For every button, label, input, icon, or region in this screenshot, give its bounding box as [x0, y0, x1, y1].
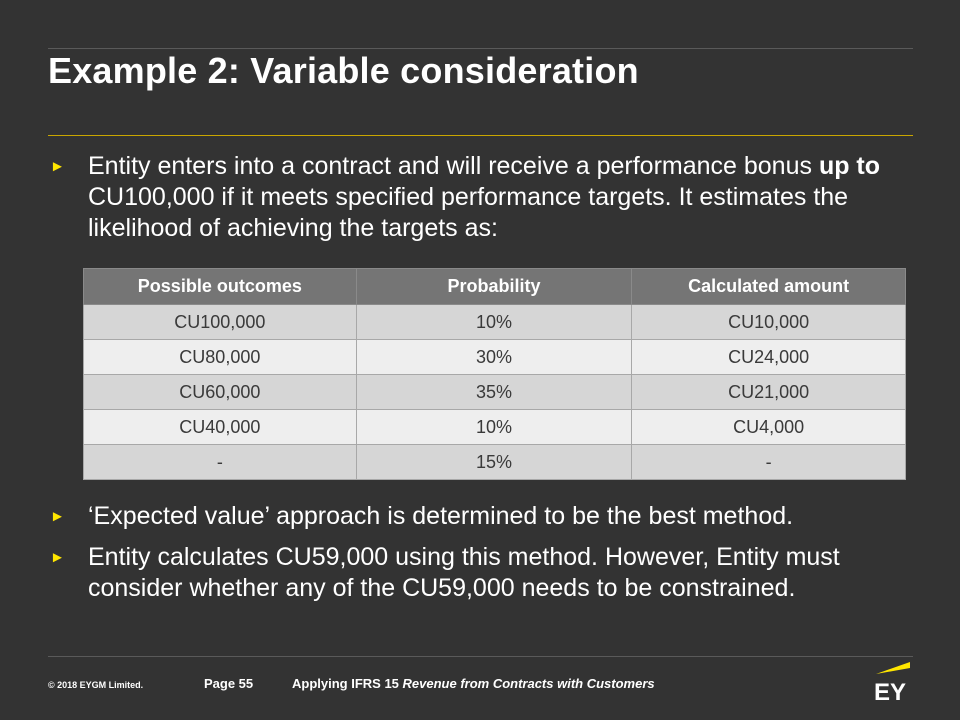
- bullet-text: [88, 151, 910, 244]
- bullet-expected-value: [50, 501, 910, 532]
- table-row: [84, 340, 906, 375]
- footer-subject: [292, 676, 655, 691]
- cell-outcome: CU80,000: [84, 340, 357, 375]
- bullet-text-part: CU100,000 if it meets specified performance targets. It estimates the likelihood of achieving the targets as:: [88, 183, 849, 242]
- footer-copyright: © 2018 EYGM Limited.: [48, 680, 144, 690]
- table-row: [84, 305, 906, 340]
- bullet-arrow-icon: ►: [50, 158, 65, 175]
- cell-probability: 30%: [356, 340, 632, 375]
- table-row: [84, 410, 906, 445]
- cell-amount: -: [632, 445, 906, 480]
- footer-page-number: Page 55: [204, 676, 254, 691]
- cell-amount: CU24,000: [632, 340, 906, 375]
- table-header-row: [84, 269, 906, 305]
- cell-amount: CU10,000: [632, 305, 906, 340]
- ey-logo-beam-icon: [876, 662, 910, 674]
- bullet-text-part: Entity enters into a contract and will receive a performance bonus: [88, 152, 819, 180]
- cell-probability: 10%: [356, 305, 632, 340]
- top-divider: [48, 48, 913, 49]
- cell-outcome: CU100,000: [84, 305, 357, 340]
- bullet-arrow-icon: ►: [50, 508, 65, 525]
- header-probability: Probability: [356, 269, 632, 305]
- bullet-text: ‘Expected value’ approach is determined to be the best method.: [88, 502, 794, 530]
- cell-outcome: CU40,000: [84, 410, 357, 445]
- cell-probability: 15%: [356, 445, 632, 480]
- bullet-text: Entity calculates CU59,000 using this method. However, Entity must consider whether any of the CU59,000 needs to be constrained.: [88, 543, 840, 602]
- bullet-contract: [50, 151, 910, 244]
- bullet-calculation: [50, 542, 910, 604]
- table-row: [84, 445, 906, 480]
- ey-logo-text: EY: [874, 679, 907, 704]
- cell-amount: CU21,000: [632, 375, 906, 410]
- cell-probability: 10%: [356, 410, 632, 445]
- ey-logo: [870, 660, 914, 704]
- footer-subject-italic: Revenue from Contracts with Customers: [402, 676, 655, 691]
- bullet-arrow-icon: ►: [50, 549, 65, 566]
- footer-divider: [48, 656, 913, 657]
- header-possible-outcomes: Possible outcomes: [84, 269, 357, 305]
- cell-amount: CU4,000: [632, 410, 906, 445]
- outcomes-table: [83, 268, 906, 480]
- cell-outcome: -: [84, 445, 357, 480]
- cell-outcome: CU60,000: [84, 375, 357, 410]
- cell-probability: 35%: [356, 375, 632, 410]
- title-underline: [48, 135, 913, 136]
- bullet-text-emphasis: up to: [818, 152, 881, 180]
- table-row: [84, 375, 906, 410]
- header-calculated-amount: Calculated amount: [632, 269, 906, 305]
- footer-subject-prefix: Applying IFRS 15: [292, 676, 403, 691]
- slide-title: Example 2: Variable consideration: [48, 50, 639, 91]
